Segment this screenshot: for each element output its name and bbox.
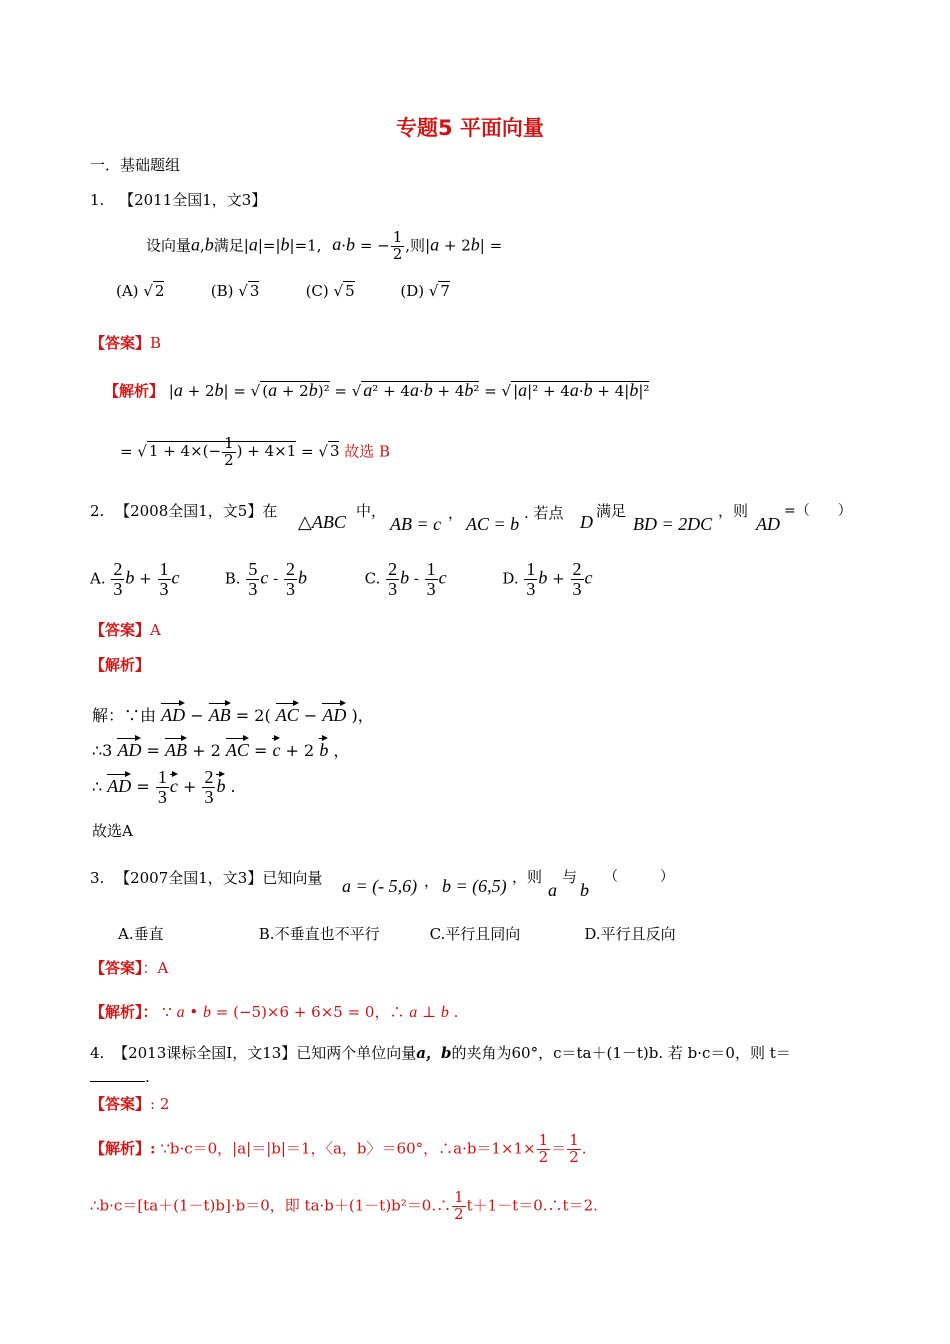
q1-answer: 【答案】B [90,334,162,352]
q4-blank: . [90,1068,150,1086]
q3-answer: 【答案】：A [90,959,169,977]
q2-ac: AC = b [466,514,520,534]
q3-header: 3. 【2007全国1，文3】已知向量 [90,869,323,887]
q1-option-c: (C) √ 5 [305,282,355,300]
q2-option-b: B. $\frac{5}{3}$ c - $\frac{2}{3}$ b [224,559,307,599]
q2-bd: BD = 2DC [633,514,713,534]
q2-solution-line1: 解：∵由 AD − AB = 2( AC − AD )， [92,705,374,725]
q3-b: b [580,880,589,900]
q2-ab: AB = c [390,514,442,534]
q1-option-d: (D) √ 7 [400,282,450,300]
q2-paren: =（ ） [784,503,852,519]
q3-then: ，则 [512,868,543,886]
q1-option-a: (A) √ 2 [116,282,165,300]
q3-analysis: 【解析】： ∵ a • b = (−5)×6 + 6×5 = 0，∴ a ⊥ b . [90,1003,459,1021]
q2-ad: AD [756,514,780,534]
q1-stem: 设向量a,b满足|a|=|b|=1, a·b = − $\frac{1}{2}$ ,则|a + 2b| = [146,228,503,263]
q2-answer: 【答案】A [90,621,161,639]
q2-triangle: △ABC [298,512,346,532]
q2-then: ，则 [718,502,749,520]
section-heading: 一．基础题组 [90,156,181,174]
q1-number: 1. [90,191,105,209]
q1-analysis-line2: = √ 1 + 4×(− $\frac{1}{2}$ ) + 4×1 = √ 3 故选 B [120,434,391,469]
q2-conclusion: 故选A [92,822,133,840]
q3-option-c: C.平行且同向 [429,925,521,943]
q2-solution-line2: ∴3 AD = AB + 2 AC = c + 2 b ， [92,740,350,760]
q2-point: . 若点 [524,504,564,522]
q1-option-b: (B) √ 3 [210,282,260,300]
q1-options [116,282,490,300]
q2-option-a: A. $\frac{2}{3}$ b + $\frac{1}{3}$ c [90,559,180,599]
q2-d: D [580,512,593,532]
q4-analysis-line1: 【解析】: ∵b·c＝0，|a|＝|b|＝1，〈a，b〉＝60°，∴a·b＝1×1× $\frac{1}{2}$ ＝ $\frac{1}{2}$ . [90,1131,587,1166]
q3-vec-a: a = (- 5,6) [342,876,418,896]
q3-with: 与 [562,868,578,886]
q3-options [118,923,704,944]
q2-option-c: C. $\frac{2}{3}$ b - $\frac{1}{3}$ c [364,559,447,599]
page-title: 专题5 平面向量 [396,116,544,140]
q2-stem: 2. 【2008全国1，文5】在 [90,502,278,520]
q4-stem: 4. 【2013课标全国Ⅰ，文13】已知两个单位向量a，b的夹角为60°，c＝ta＋(1－t)b. 若 b·c＝0，则 t＝ [90,1044,791,1062]
q1-tag: 【2011全国1，文3】 [119,191,267,209]
q3-option-d: D.平行且反向 [584,925,676,943]
q2-option-d: D. $\frac{1}{3}$ b + $\frac{2}{3}$ c [502,559,593,599]
q1-header [90,189,266,210]
q3-a: a [548,880,557,900]
q3-vec-b: b = (6,5) [442,876,507,896]
q2-in: 中， [356,502,387,520]
q2-options [90,560,632,599]
q3-option-a: A.垂直 [118,925,164,943]
q4-answer: 【答案】: 2 [90,1095,170,1113]
q3-paren: （ ） [604,869,674,885]
q4-analysis-line2: ∴b·c＝[ta＋(1－t)b]·b＝0，即 ta·b＋(1－t)b²＝0.∴ $\frac{1}{2}$ t＋1－t＝0.∴t＝2. [90,1188,598,1223]
q2-satisfy: 满足 [596,502,627,520]
q2-analysis-label: 【解析】 [90,656,151,674]
q1-analysis-line1: 【解析】 |a + 2b| = √ (a + 2b)² = √ a² + 4a·b + 4b² = √ |a|² + 4a·b + 4|b|² [104,380,650,400]
q2-solution-line3: ∴ AD = $\frac{1}{3}$ c + $\frac{2}{3}$ b . [92,767,236,807]
q3-option-b: B.不垂直也不平行 [258,925,380,943]
